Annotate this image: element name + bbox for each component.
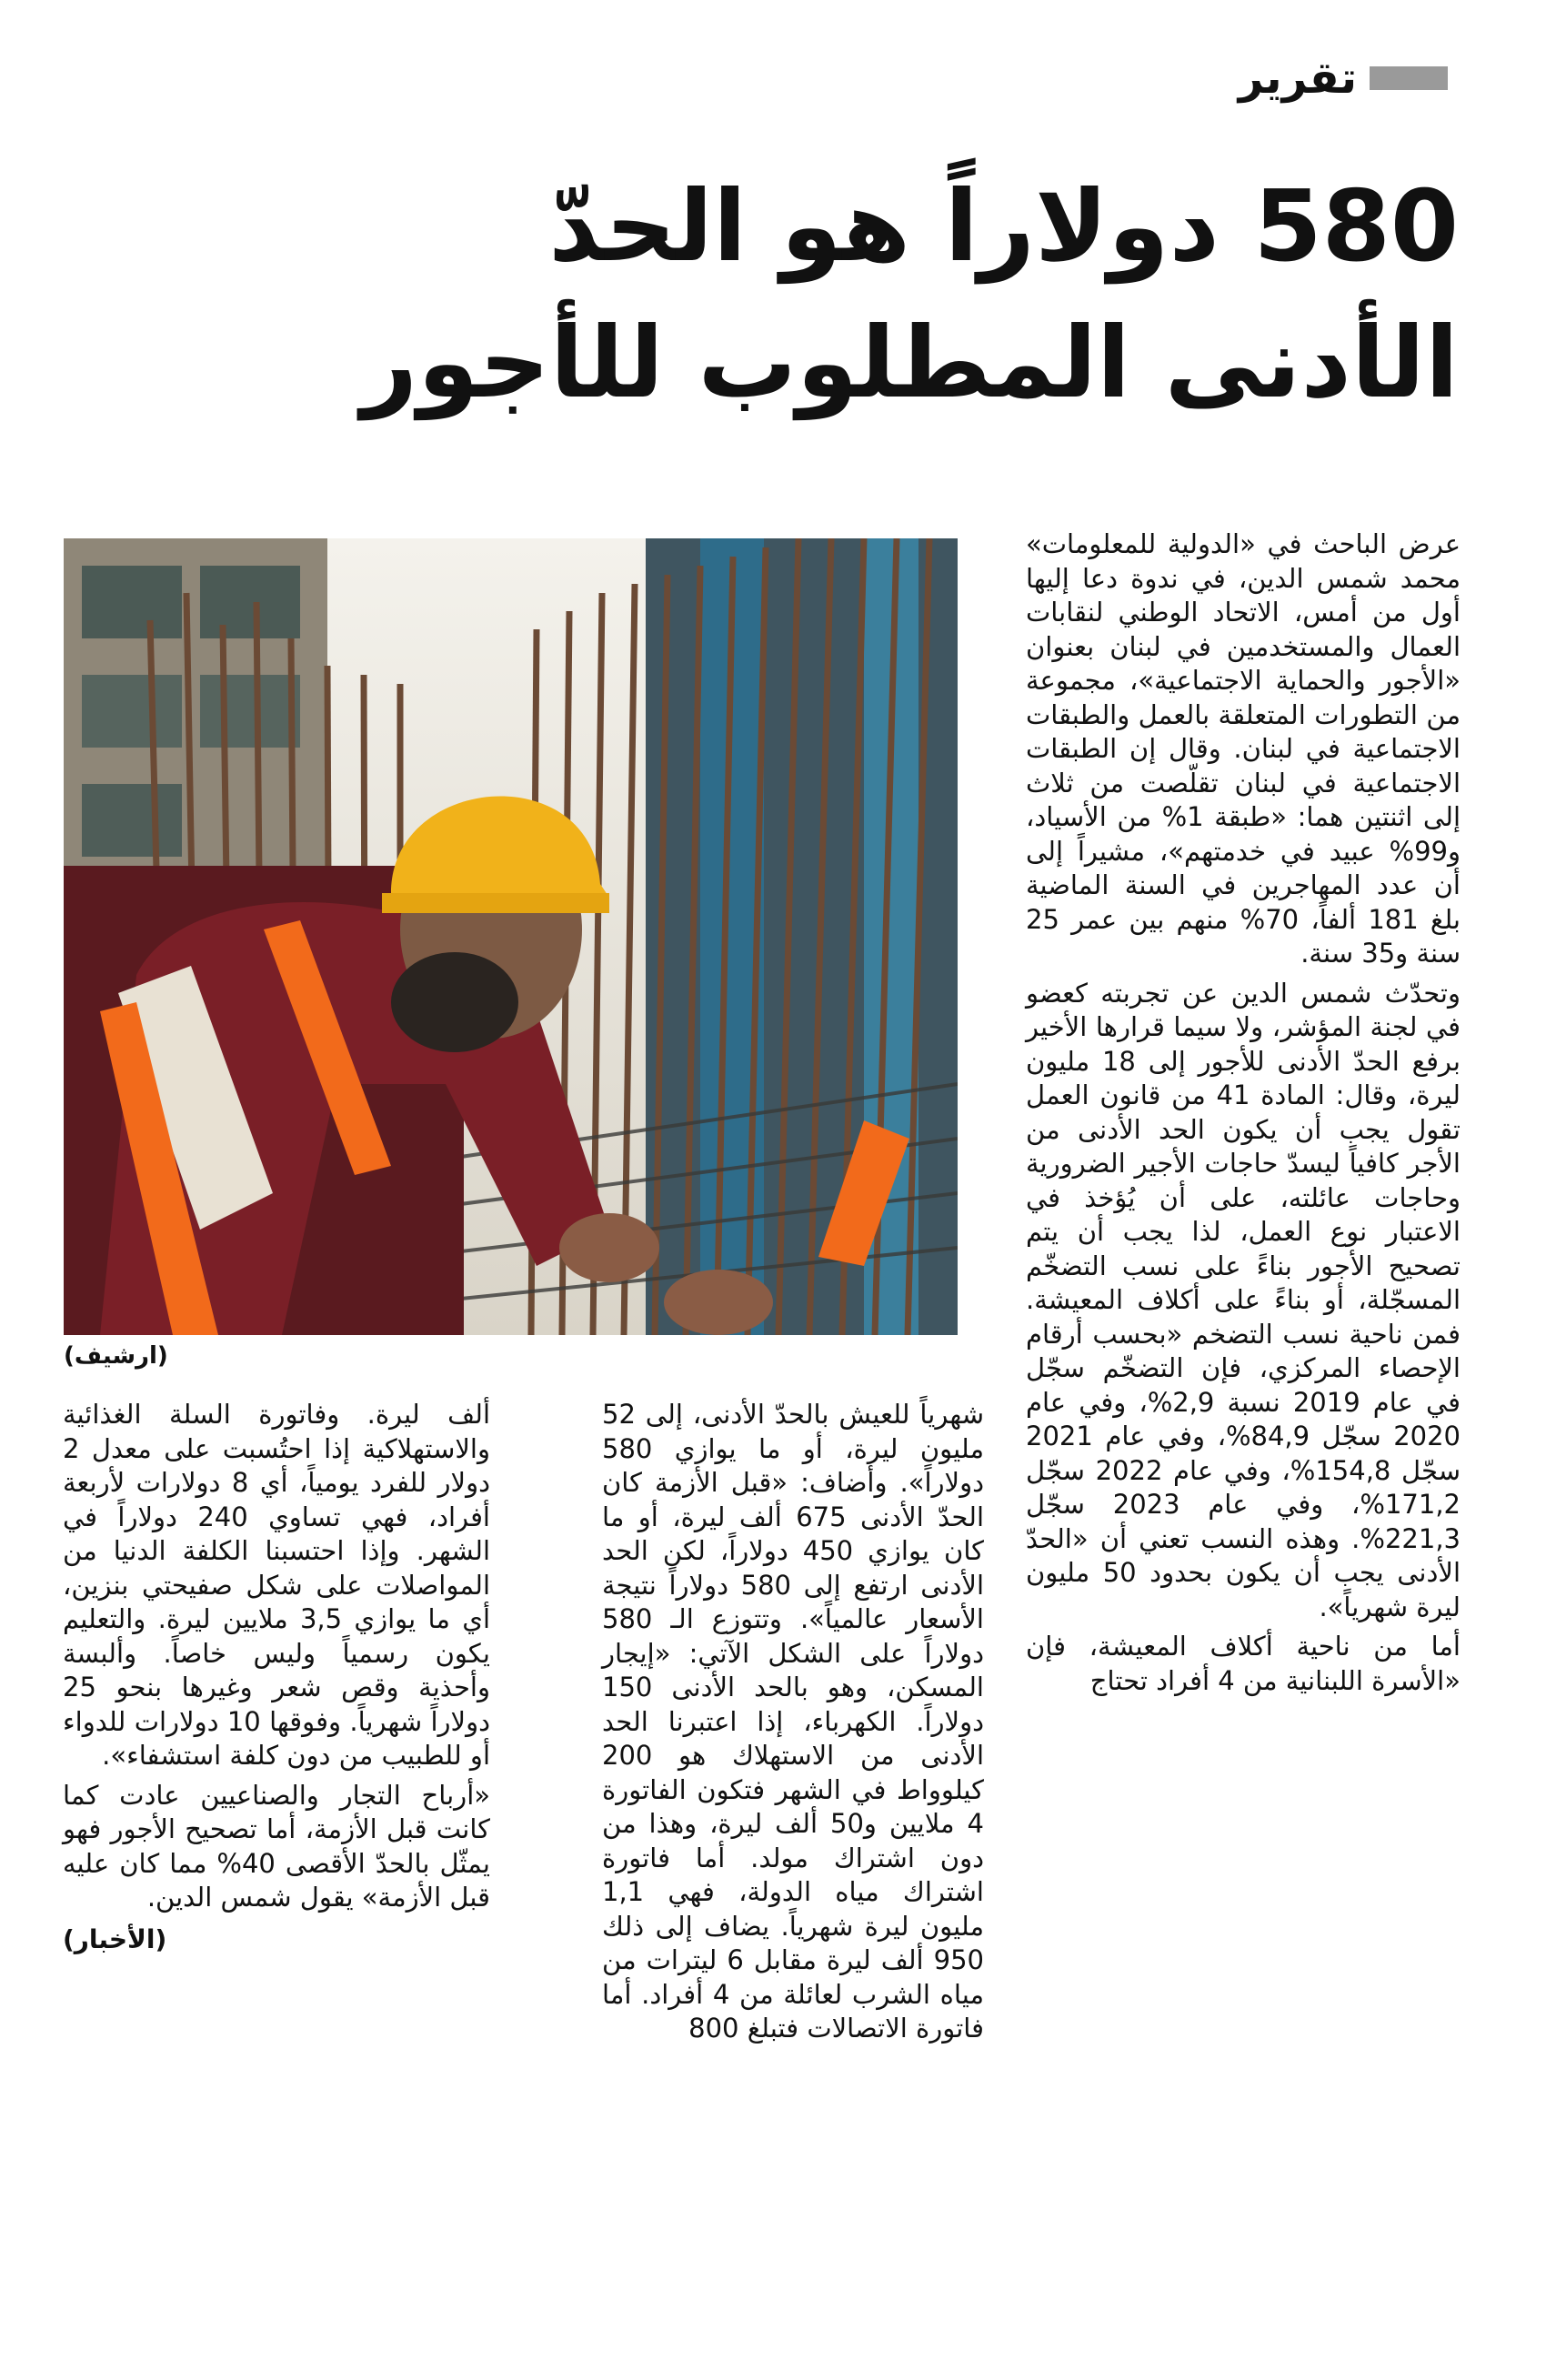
paragraph: عرض الباحث في «الدولية للمعلومات» محمد شمس الدين، في ندوة دعا إليها أول من أمس، الاتحاد الوطني لنقابات العمال والمستخدمين في لبنان بعنوان «الأجور والحماية الاجتماعية»، مجموعة من التطورات المتعلقة بالعمل والطبقات الاجتماعية في لبنان. وقال إن الطبقات الاجتماعية في لبنان تقلّصت من ثلاث إلى اثنتين هما: «طبقة 1% من الأسياد، و99% عبيد في خدمتهم»، مشيراً إلى أن عدد المهاجرين في السنة الماضية بلغ 181 ألفاً، 70% منهم بين عمر 25 سنة و35 سنة.	[1026, 528, 1461, 969]
article-column-1	[1026, 527, 1461, 1703]
headline-line-2: الأدنى المطلوب للأجور	[361, 306, 1459, 420]
source-credit: (الأخبار)	[63, 1923, 167, 1954]
section-label: تقرير	[1238, 53, 1357, 104]
section-bar	[1370, 66, 1448, 90]
construction-worker-photo	[64, 538, 958, 1335]
paragraph: شهرياً للعيش بالحدّ الأدنى، إلى 52 مليون ليرة، أو ما يوازي 580 دولاراً». وأضاف: «قبل الأزمة كان الحدّ الأدنى 675 ألف ليرة، أو ما كان يوازي 450 دولاراً، لكن الحد الأدنى ارتفع إلى 580 دولاراً نتيجة الأسعار عالمياً». وتتوزع الـ 580 دولاراً على الشكل الآتي: «إيجار المسكن، وهو بالحد الأدنى 150 دولاراً. الكهرباء، إذا اعتبرنا الحد الأدنى من الاستهلاك هو 200 كيلوواط في الشهر فتكون الفاتورة 4 ملايين و50 ألف ليرة، وهذا من دون اشتراك مولد. أما فاتورة اشتراك مياه الدولة، فهي 1,1 مليون ليرة شهرياً. يضاف إلى ذلك 950 ألف ليرة مقابل 6 ليترات من مياه الشرب لعائلة من 4 أفراد. أما فاتورة الاتصالات فتبلغ 800	[602, 1399, 985, 2044]
paragraph: «أرباح التجار والصناعيين عادت كما كانت قبل الأزمة، أما تصحيح الأجور فهو يمثّل بالحدّ الأقصى 40% مما كان عليه قبل الأزمة» يقول شمس الدين.	[63, 1779, 490, 1913]
section-tag	[1238, 53, 1448, 104]
article-column-3	[63, 1398, 490, 1956]
paragraph: ألف ليرة. وفاتورة السلة الغذائية والاستهلاكية إذا احتُسبت على معدل 2 دولار للفرد يومياً، أي 8 دولارات لأربعة أفراد، فهي تساوي 240 دولاراً في الشهر. وإذا احتسبنا الكلفة الدنيا من المواصلات على شكل صفيحتي بنزين، أي ما يوازي 3,5 ملايين ليرة. والتعليم يكون رسمياً وليس خاصاً. وألبسة وأحذية وقص شعر وغيرها بنحو 25 دولاراً شهرياً. وفوقها 10 دولارات للدواء أو للطبيب من دون كلفة استشفاء».	[63, 1399, 490, 1771]
article-photo	[64, 538, 958, 1335]
photo-caption: (ارشيف)	[64, 1342, 168, 1370]
headline	[167, 159, 1459, 432]
headline-line-1: 580 دولاراً هو الحدّ	[548, 170, 1459, 284]
paragraph: وتحدّث شمس الدين عن تجربته كعضو في لجنة المؤشر، ولا سيما قرارها الأخير برفع الحدّ الأدنى للأجور إلى 18 مليون ليرة، وقال: المادة 41 من قانون العمل تقول يجب أن يكون الحد الأدنى من الأجر كافياً ليسدّ حاجات الأجير الضرورية وحاجات عائلته، على أن يُؤخذ في الاعتبار نوع العمل، لذا يجب أن يتم تصحيح الأجور بناءً على نسب التضخّم المسجّلة، أو بناءً على أكلاف المعيشة. فمن ناحية نسب التضخم «بحسب أرقام الإحصاء المركزي، فإن التضخّم سجّل في عام 2019 نسبة 2,9%، وفي عام 2020 سجّل 84,9%، وفي عام 2021 سجّل 154,8%، وفي عام 2022 سجّل 171,2%، وفي عام 2023 سجّل 221,3%. وهذه النسب تعني أن «الحدّ الأدنى يجب أن يكون بحدود 50 مليون ليرة شهرياً».	[1026, 977, 1461, 1622]
article-column-2	[602, 1398, 984, 2052]
paragraph: أما من ناحية أكلاف المعيشة، فإن «الأسرة اللبنانية من 4 أفراد تحتاج	[1026, 1631, 1461, 1696]
